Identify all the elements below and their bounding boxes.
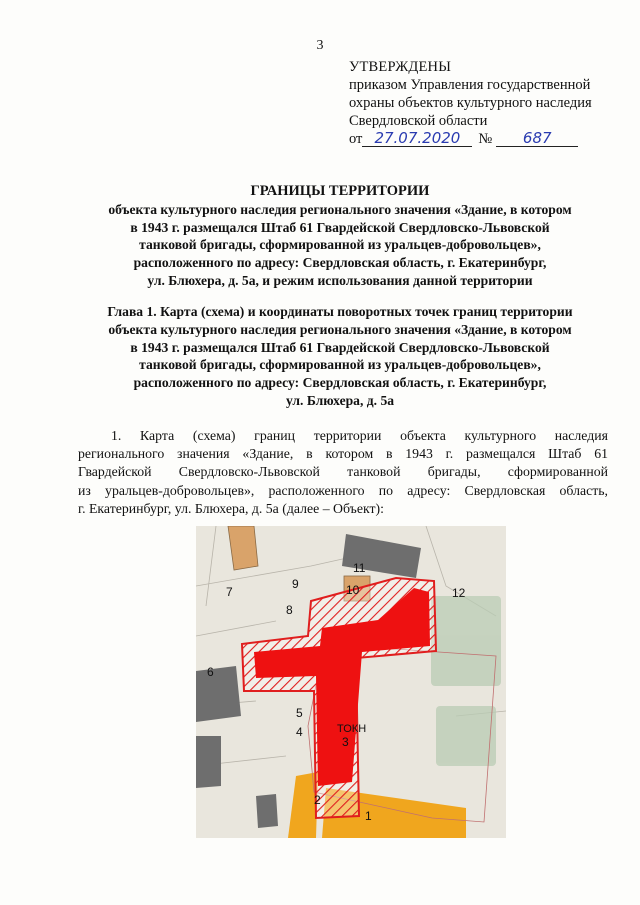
order-number: 687 [496, 131, 578, 147]
order-date: 27.07.2020 [362, 131, 472, 147]
point-label: 7 [226, 585, 233, 599]
chapter-line: танковой бригады, сформированной из уральцев-добровольцев», [139, 357, 541, 373]
point-label: 10 [346, 583, 360, 597]
chapter-line: объекта культурного наследия регионального значения «Здание, в котором [108, 321, 572, 337]
title-line: объекта культурного наследия регионального значения «Здание, в котором [108, 201, 572, 217]
point-label: 6 [207, 665, 214, 679]
title-heading: ГРАНИЦЫ ТЕРРИТОРИИ [250, 183, 430, 199]
chapter-heading [40, 303, 640, 410]
paragraph-line: Гвардейской Свердловско-Львовской танковой бригады, сформированной [78, 464, 608, 480]
body-paragraph [78, 427, 608, 518]
point-label: 2 [314, 793, 321, 807]
zone-label: ТОКН [337, 723, 367, 735]
chapter-line: в 1943 г. размещался Штаб 61 Гвардейской Свердловско-Львовской [130, 339, 550, 355]
number-prefix: № [478, 131, 493, 147]
paragraph-line: 1. Карта (схема) границ территории объекта культурного наследия [111, 428, 608, 443]
title-line: ул. Блюхера, д. 5а, и режим использования данной территории [147, 272, 533, 288]
approval-date-line [349, 130, 634, 148]
title-line: танковой бригады, сформированной из уральцев-добровольцев», [139, 237, 541, 253]
title-line: расположенного по адресу: Свердловская область, г. Екатеринбург, [133, 255, 547, 271]
point-label: 9 [292, 577, 299, 591]
chapter-line: расположенного по адресу: Свердловская область, г. Екатеринбург, [133, 375, 547, 391]
point-label: 12 [452, 586, 466, 600]
document-title [40, 183, 640, 290]
approval-line: Свердловской области [349, 113, 488, 129]
approval-line: охраны объектов культурного наследия [349, 95, 592, 111]
paragraph-line: из уральцев-добровольцев», расположенного по адресу: Свердловская область, [78, 482, 608, 498]
point-label: 8 [286, 603, 293, 617]
chapter-line: ул. Блюхера, д. 5а [285, 392, 395, 408]
chapter-line: Глава 1. Карта (схема) и координаты поворотных точек границ территории [107, 304, 573, 319]
approval-line: приказом Управления государственной [349, 77, 591, 93]
page-number: 3 [316, 38, 324, 53]
surrounding-greenery [431, 596, 501, 766]
territory-map [196, 526, 506, 838]
paragraph-line: г. Екатеринбург, ул. Блюхера, д. 5а (далее – Объект): [78, 500, 384, 516]
point-label: 1 [365, 809, 372, 823]
point-label: 5 [296, 706, 303, 720]
approval-heading: УТВЕРЖДЕНЫ [349, 59, 452, 75]
title-line: в 1943 г. размещался Штаб 61 Гвардейской Свердловско-Львовской [130, 219, 550, 235]
point-label: 3 [342, 735, 349, 749]
paragraph-line: регионального значения «Здание, в котором в 1943 г. размещался Штаб 61 [78, 446, 608, 462]
point-label: 11 [353, 561, 366, 575]
date-prefix: от [349, 131, 363, 147]
point-label: 4 [296, 725, 303, 739]
approval-stamp [349, 58, 634, 148]
